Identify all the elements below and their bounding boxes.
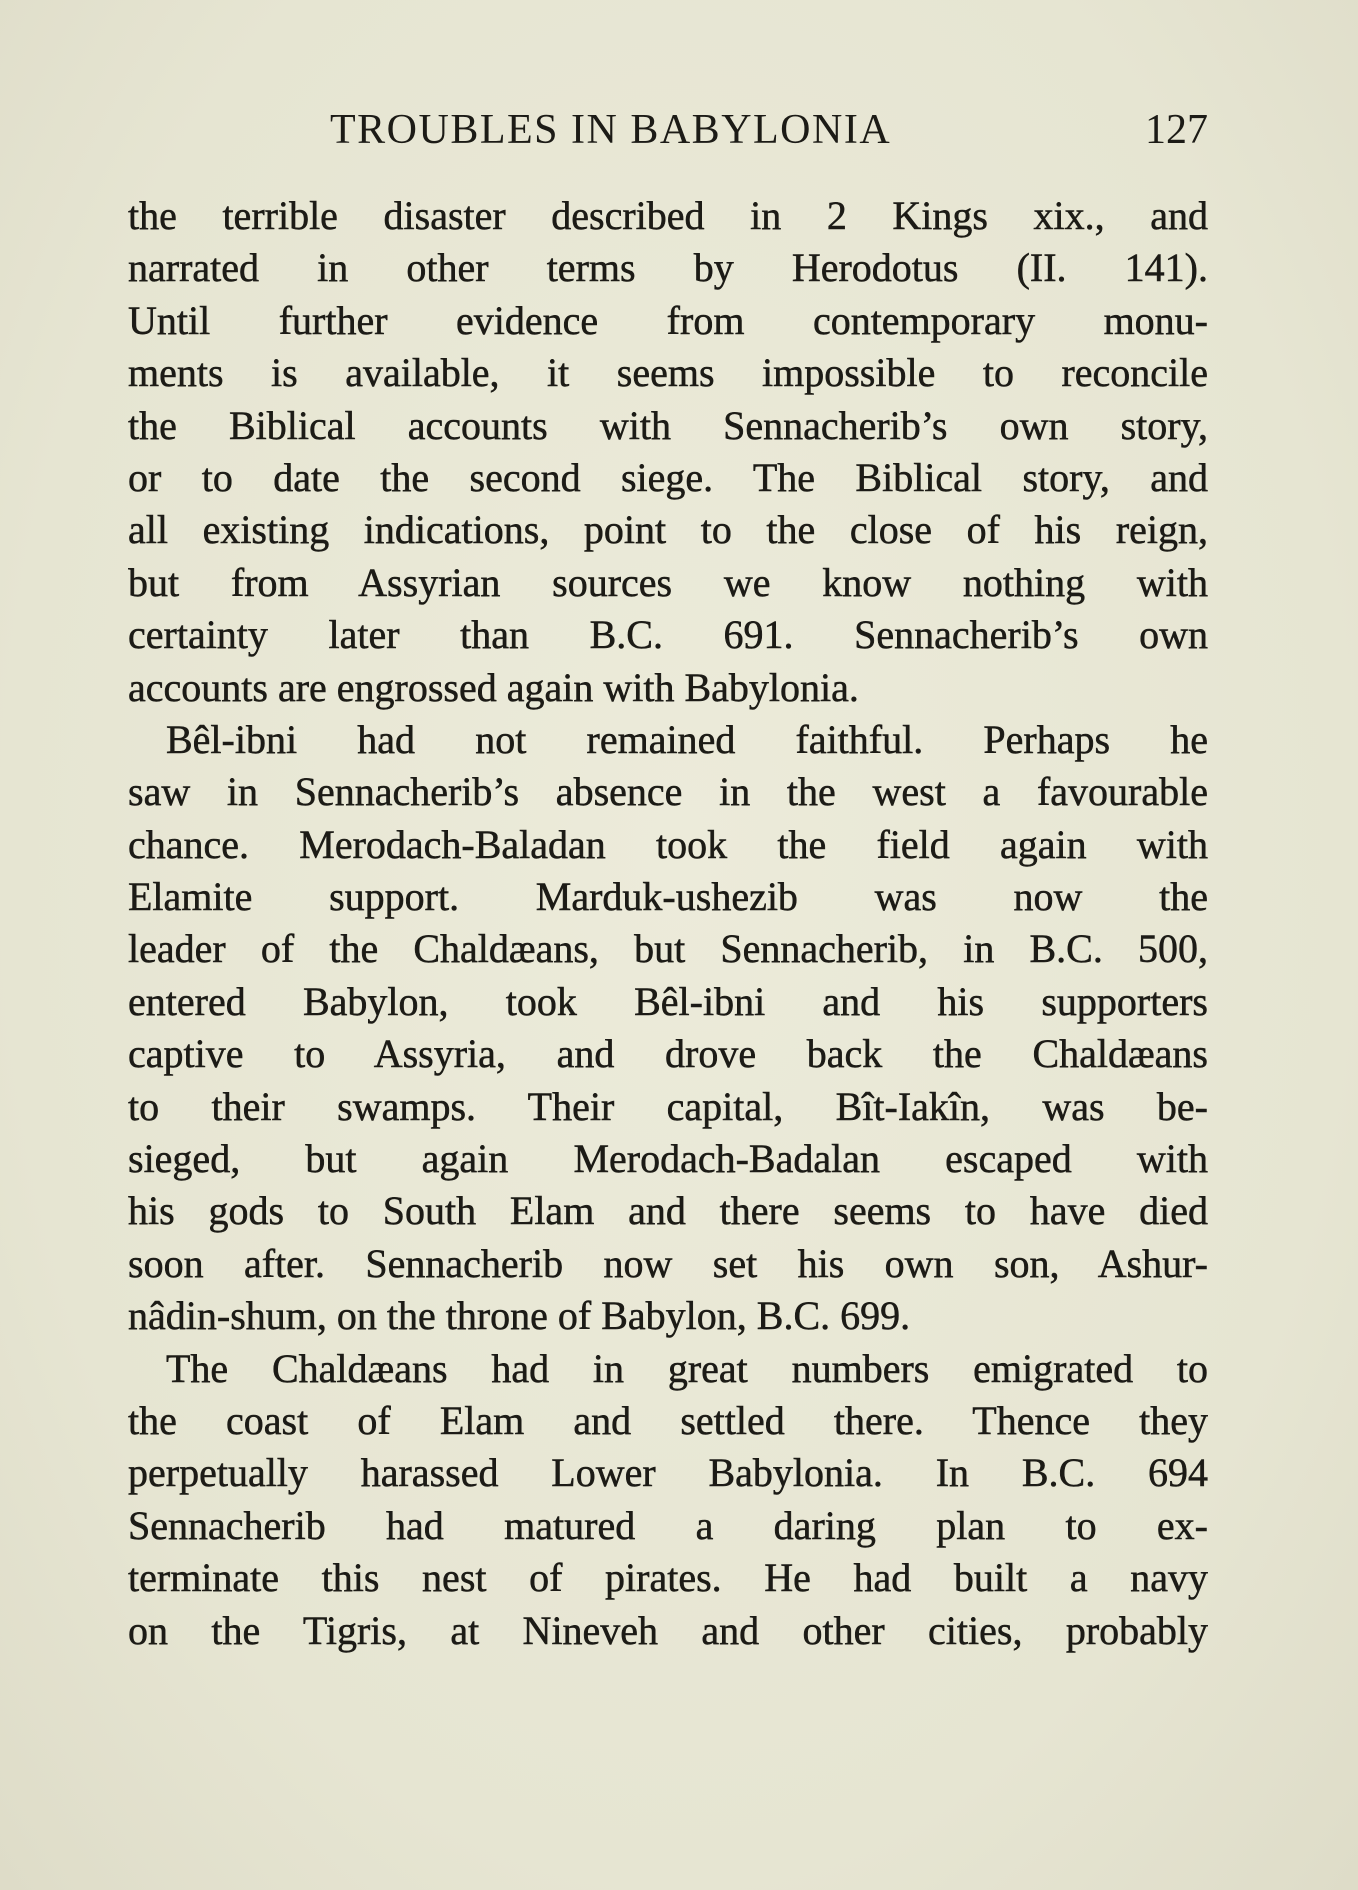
text-line: chance. Merodach-Baladan took the field again with <box>128 821 1208 867</box>
text-line: captive to Assyria, and drove back the Chaldæans <box>128 1031 1208 1077</box>
text-line: the terrible disaster described in 2 Kings xix., and <box>128 193 1208 238</box>
text-line: nâdin-shum, on the throne of Babylon, B.C. 699. <box>128 1293 911 1339</box>
text-line: narrated in other terms by Herodotus (II. 141). <box>128 245 1208 291</box>
text-line: The Chaldæans had in great numbers emigrated to <box>166 1345 1208 1391</box>
text-line: certainty later than B.C. 691. Sennacherib’s own <box>128 612 1208 658</box>
text-line: entered Babylon, took Bêl-ibni and his supporters <box>128 978 1208 1024</box>
text-line: leader of the Chaldæans, but Sennacherib, in B.C. 500, <box>128 926 1208 972</box>
text-line: the coast of Elam and settled there. Thence they <box>128 1397 1208 1443</box>
text-line: soon after. Sennacherib now set his own son, Ashur- <box>128 1240 1208 1286</box>
text-line: Bêl-ibni had not remained faithful. Perhaps he <box>166 716 1208 762</box>
text-line: sieged, but again Merodach-Badalan escaped with <box>128 1136 1208 1182</box>
page-number: 127 <box>1145 107 1208 153</box>
paragraph <box>128 190 1208 714</box>
body-text <box>128 190 1208 1657</box>
running-head <box>128 100 1208 160</box>
text-line: ments is available, it seems impossible to reconcile <box>128 350 1208 396</box>
running-title: TROUBLES IN BABYLONIA <box>330 107 892 153</box>
text-line: accounts are engrossed again with Babylonia. <box>128 664 859 710</box>
text-line: but from Assyrian sources we know nothing with <box>128 559 1208 605</box>
text-line: the Biblical accounts with Sennacherib’s own story, <box>128 402 1208 448</box>
text-line: or to date the second siege. The Biblical story, and <box>128 454 1208 500</box>
text-line: Elamite support. Marduk-ushezib was now the <box>128 874 1208 920</box>
text-line: all existing indications, point to the close of his reign, <box>128 507 1208 553</box>
text-line: saw in Sennacherib’s absence in the west a favourable <box>128 769 1208 815</box>
text-line: Until further evidence from contemporary monu- <box>128 297 1208 343</box>
text-line: terminate this nest of pirates. He had built a navy <box>128 1555 1208 1601</box>
paragraph <box>128 1343 1208 1657</box>
text-line: to their swamps. Their capital, Bît-Iakîn, was be- <box>128 1083 1208 1129</box>
text-line: Sennacherib had matured a daring plan to ex- <box>128 1502 1208 1548</box>
text-line: perpetually harassed Lower Babylonia. In B.C. 694 <box>128 1450 1208 1496</box>
paragraph <box>128 714 1208 1343</box>
text-line: on the Tigris, at Nineveh and other cities, probably <box>128 1607 1208 1653</box>
text-line: his gods to South Elam and there seems to have died <box>128 1188 1208 1234</box>
